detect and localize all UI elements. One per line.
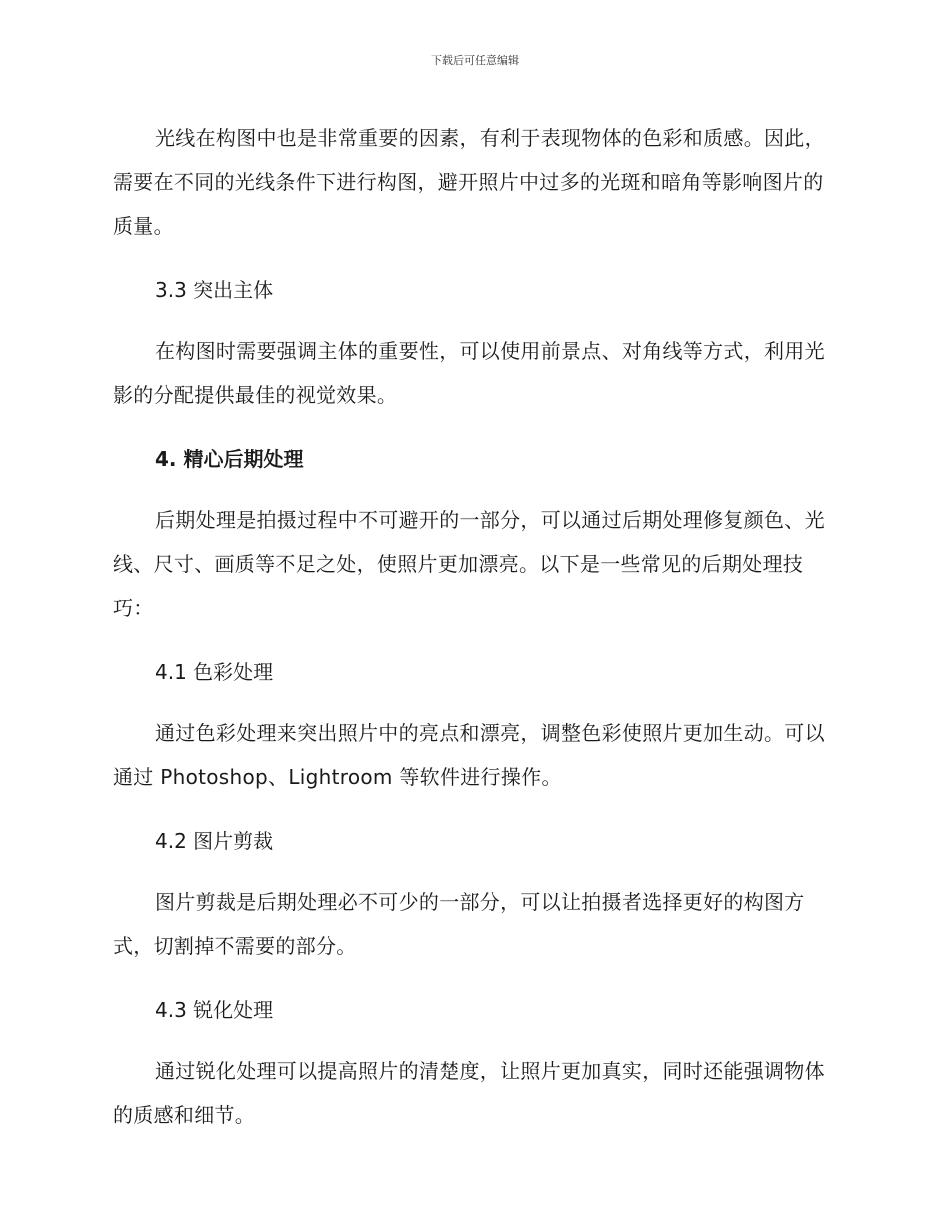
page-header: 下载后可任意编辑 [431,54,519,67]
paragraph-sharpening: 通过锐化处理可以提高照片的清楚度，让照片更加真实，同时还能强调物体的质感和细节。 [113,1059,825,1127]
section-heading-4-1: 4.1 色彩处理 [155,660,274,684]
paragraph-color-processing: 通过色彩处理来突出照片中的亮点和漂亮，调整色彩使照片更加生动。可以通过 Photoshop、Lightroom 等软件进行操作。 [113,721,825,789]
document-body [113,116,831,1157]
paragraph-lighting: 光线在构图中也是非常重要的因素，有利于表现物体的色彩和质感。因此，需要在不同的光线条件下进行构图，避开照片中过多的光斑和暗角等影响图片的质量。 [113,126,825,238]
paragraph-subject: 在构图时需要强调主体的重要性，可以使用前景点、对角线等方式，利用光影的分配提供最佳的视觉效果。 [113,339,825,407]
section-heading-4-2: 4.2 图片剪裁 [155,829,274,853]
section-heading-4: 4. 精心后期处理 [155,447,304,471]
paragraph-post-processing: 后期处理是拍摄过程中不可避开的一部分，可以通过后期处理修复颜色、光线、尺寸、画质等不足之处，使照片更加漂亮。以下是一些常见的后期处理技巧： [113,508,825,620]
paragraph-cropping: 图片剪裁是后期处理必不可少的一部分，可以让拍摄者选择更好的构图方式，切割掉不需要的部分。 [113,890,805,958]
section-heading-4-3: 4.3 锐化处理 [155,998,274,1022]
section-heading-3-3: 3.3 突出主体 [155,278,274,302]
